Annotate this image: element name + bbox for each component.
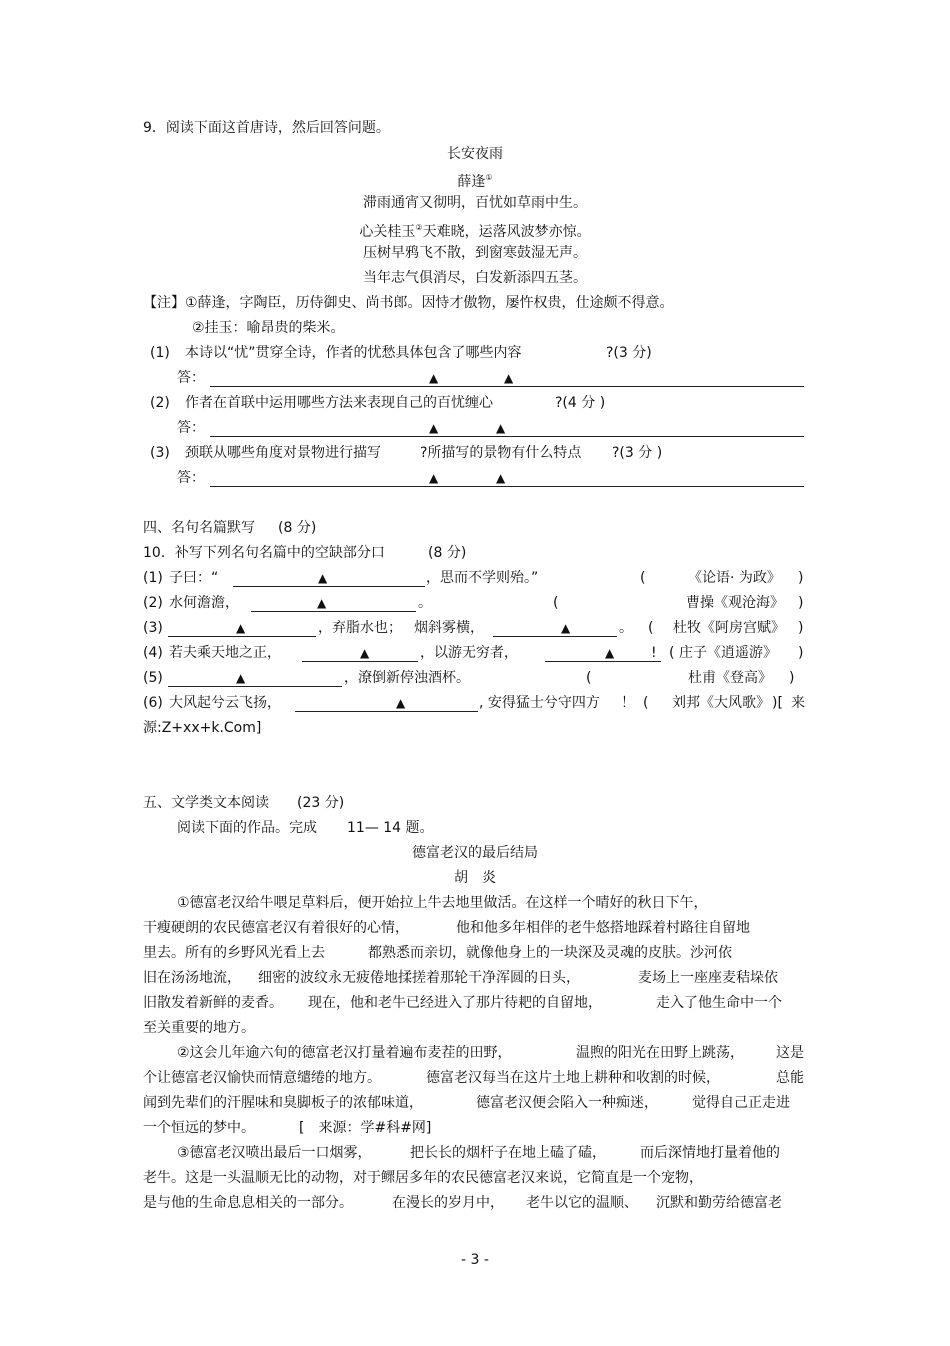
- story-author: 胡 炎: [454, 870, 496, 886]
- paragraph-2-line: 德富老汉便会陷入一种痴迷，: [476, 1095, 658, 1111]
- poem-line-2: 心关桂玉②天难晓，运落风波梦亦惊。: [359, 223, 591, 240]
- paragraph-2-line: 德富老汉每当在这片土地上耕种和收割的时候，: [426, 1070, 720, 1086]
- item-6-excl: ！: [621, 695, 635, 711]
- item-3-end: 。: [619, 620, 633, 636]
- item-5-paren-open: (: [586, 670, 592, 686]
- blank-marker: ▲: [236, 621, 246, 635]
- blank-marker: ▲: [396, 696, 406, 710]
- source-watermark: 源:Z+xx+k.Com]: [143, 720, 262, 736]
- paragraph-1-line: 走入了他生命中一个: [656, 995, 782, 1011]
- item-4-source: 庄子《逍遥游》: [679, 645, 777, 661]
- item-4-mid: ，以游无穷者，: [420, 645, 518, 661]
- question-3-mid: ?所描写的景物有什么特点: [420, 445, 582, 461]
- poem-line-3: 压树早鸦飞不散，到窗寒鼓湿无声。: [363, 245, 587, 261]
- paragraph-2-line: 温煦的阳光在田野上跳荡，: [576, 1045, 744, 1061]
- answer-label-1: 答：: [177, 370, 205, 386]
- paragraph-3-line: ③德富老汉喷出最后一口烟雾，: [177, 1145, 372, 1161]
- paragraph-2-line: 一个恒远的梦中。: [143, 1120, 255, 1136]
- reading-instruction: 阅读下面的作品。完成: [177, 820, 317, 836]
- item-4-before: 若夫乘天地之正，: [169, 645, 281, 661]
- paragraph-3-line: 而后深情地打量着他的: [640, 1145, 780, 1161]
- blank-input[interactable]: [545, 661, 661, 662]
- paragraph-2-line: 个让德富老汉愉快而情意缱绻的地方。: [143, 1070, 381, 1086]
- source-watermark: [ 来源：学#科#网]: [299, 1120, 432, 1136]
- item-1-after: ，思而不学则殆。”: [426, 570, 539, 586]
- item-2-paren-close: ): [798, 595, 804, 611]
- item-4-paren-open: (: [669, 645, 675, 661]
- item-6-source: 刘邦《大风歌》: [672, 695, 770, 711]
- item-3-source: 杜牧《阿房宫赋》: [673, 620, 785, 636]
- poem-author: 薛逢①: [457, 173, 493, 190]
- blank-marker: ▲: [317, 596, 327, 610]
- item-5-paren-close: ): [789, 670, 795, 686]
- paragraph-1-line: 细密的波纹永无疲倦地揉搓着那轮干净浑圆的日头，: [258, 970, 580, 986]
- item-1-num: (1): [143, 570, 163, 586]
- poem-title: 长安夜雨: [447, 146, 503, 162]
- paragraph-2-line: ②这会儿年逾六旬的德富老汉打量着遍布麦茬的田野，: [177, 1045, 512, 1061]
- blank-input[interactable]: [251, 611, 416, 612]
- poem-line-1: 滞雨通宵又彻明，百忧如草雨中生。: [363, 195, 587, 211]
- blank-input[interactable]: [168, 636, 316, 637]
- paragraph-1-line: 旧在汤汤地流，: [143, 970, 241, 986]
- page-number: - 3 -: [461, 1252, 489, 1268]
- section-4-score: (8 分): [278, 520, 317, 536]
- q10-intro: 10．补写下列名句名篇中的空缺部分口: [143, 545, 385, 561]
- question-1-score: ?(3 分): [606, 345, 652, 361]
- question-3-num: (3): [150, 445, 170, 461]
- paragraph-2-line: 总能: [776, 1070, 804, 1086]
- paragraph-3-line: 老牛。这是一头温顺无比的动物，对于鳏居多年的农民德富老汉来说，它简直是一个宠物，: [143, 1170, 703, 1186]
- item-2-paren-open: (: [553, 595, 559, 611]
- item-2-source: 曹操《观沧海》: [686, 595, 784, 611]
- blank-marker: ▲: [429, 371, 439, 385]
- answer-label-2: 答：: [177, 420, 205, 436]
- item-1-source: 《论语· 为政》: [688, 570, 781, 586]
- blank-marker: ▲: [236, 671, 246, 685]
- paragraph-2-line: 这是: [776, 1045, 804, 1061]
- question-2-score: ?(4 分 ): [555, 395, 606, 411]
- item-5-num: (5): [143, 670, 163, 686]
- answer-line-3[interactable]: [210, 486, 804, 487]
- blank-input[interactable]: [493, 636, 617, 637]
- section-4-heading: 四、名句名篇默写: [143, 520, 255, 536]
- item-4-end: !: [651, 645, 657, 661]
- story-title: 德富老汉的最后结局: [412, 845, 538, 861]
- item-5-source: 杜甫《登高》: [688, 670, 772, 686]
- question-1-text: 本诗以“忧”贯穿全诗，作者的忧愁具体包含了哪些内容: [185, 345, 522, 361]
- item-6-num: (6): [143, 695, 163, 711]
- item-4-num: (4): [143, 645, 163, 661]
- reading-range: 11— 14 题。: [347, 820, 434, 836]
- item-3-paren-close: ): [798, 620, 804, 636]
- paragraph-1-line: 他和他多年相伴的老牛悠搭地踩着村路往自留地: [456, 920, 750, 936]
- item-1-paren-open: (: [640, 570, 646, 586]
- paragraph-3-line: 沉默和勤劳给德富老: [656, 1195, 782, 1211]
- paragraph-1-line: 麦场上一座座麦秸垛依: [638, 970, 778, 986]
- question-1-num: (1): [150, 345, 170, 361]
- blank-marker: ▲: [429, 421, 439, 435]
- item-2-num: (2): [143, 595, 163, 611]
- item-3-mid: ，弃脂水也；: [318, 620, 402, 636]
- poem-note-1: 【注】①薛逢，字陶臣，历侍御史、尚书郎。因恃才傲物，屡忤权贵，仕途颇不得意。: [143, 295, 674, 311]
- answer-line-2[interactable]: [210, 436, 804, 437]
- paragraph-1-line: 都熟悉而亲切，就像他身上的一块深及灵魂的皮肤。沙河依: [368, 945, 732, 961]
- blank-input[interactable]: [168, 686, 342, 687]
- blank-marker: ▲: [360, 646, 370, 660]
- question-2-num: (2): [150, 395, 170, 411]
- blank-marker: ▲: [504, 371, 514, 385]
- item-6-tail: 来: [791, 695, 805, 711]
- item-6-after: , 安得猛士兮守四方: [479, 695, 600, 711]
- answer-line-1[interactable]: [210, 386, 804, 387]
- paragraph-3-line: 老牛以它的温顺、: [526, 1195, 638, 1211]
- paragraph-3-line: 是与他的生命息息相关的一部分。: [143, 1195, 353, 1211]
- blank-input[interactable]: [302, 661, 418, 662]
- poem-note-2: ②挂玉：喻昂贵的柴米。: [192, 320, 345, 336]
- item-1-paren-close: ): [798, 570, 804, 586]
- item-5-after: ，潦倒新停浊酒杯。: [344, 670, 470, 686]
- item-4-paren-close: ): [798, 645, 804, 661]
- item-2-after: 。: [418, 595, 432, 611]
- blank-marker: ▲: [605, 646, 615, 660]
- question-3-score: ?(3 分 ): [612, 445, 663, 461]
- answer-label-3: 答：: [177, 470, 205, 486]
- paragraph-3-line: 把长长的烟杆子在地上磕了磕，: [410, 1145, 606, 1161]
- item-6-paren-close: )[: [772, 695, 783, 711]
- paragraph-1-line: 旧散发着新鲜的麦香。: [143, 995, 283, 1011]
- blank-marker: ▲: [496, 471, 506, 485]
- paragraph-1-line: 现在，他和老牛已经进入了那片待耙的自留地，: [308, 995, 602, 1011]
- section-5-score: (23 分): [297, 795, 345, 811]
- paragraph-1-line: 至关重要的地方。: [143, 1020, 255, 1036]
- question-3-text: 颈联从哪些角度对景物进行描写: [185, 445, 381, 461]
- paragraph-1-line: ①德富老汉给牛喂足草料后，便开始拉上牛去地里做活。在这样一个晴好的秋日下午，: [177, 895, 708, 911]
- paragraph-1-line: 干瘦硬朗的农民德富老汉有着很好的心情，: [143, 920, 409, 936]
- blank-input[interactable]: [295, 711, 478, 712]
- blank-marker: ▲: [496, 421, 506, 435]
- item-3-mid2: 烟斜雾横，: [414, 620, 484, 636]
- poem-line-4: 当年志气俱消尽，白发新添四五茎。: [363, 270, 587, 286]
- paragraph-2-line: 闻到先辈们的汗腥味和臭脚板子的浓郁味道，: [143, 1095, 423, 1111]
- item-3-num: (3): [143, 620, 163, 636]
- q10-score: (8 分): [428, 545, 467, 561]
- section-5-heading: 五、文学类文本阅读: [143, 795, 269, 811]
- blank-marker: ▲: [318, 571, 328, 585]
- item-3-paren-open: (: [648, 620, 654, 636]
- paragraph-3-line: 在漫长的岁月中，: [392, 1195, 504, 1211]
- blank-input[interactable]: [233, 586, 425, 587]
- item-1-before: 子曰：“: [169, 570, 219, 586]
- blank-marker: ▲: [561, 621, 571, 635]
- paragraph-1-line: 里去。所有的乡野风光看上去: [143, 945, 325, 961]
- question-2-text: 作者在首联中运用哪些方法来表现自己的百忧缠心: [185, 395, 493, 411]
- q9-intro: 9．阅读下面这首唐诗，然后回答问题。: [143, 120, 390, 136]
- item-2-before: 水何澹澹，: [169, 595, 239, 611]
- item-6-before: 大风起兮云飞扬，: [169, 695, 281, 711]
- blank-marker: ▲: [429, 471, 439, 485]
- item-6-paren-open: (: [643, 695, 649, 711]
- paragraph-2-line: 觉得自己正走进: [692, 1095, 790, 1111]
